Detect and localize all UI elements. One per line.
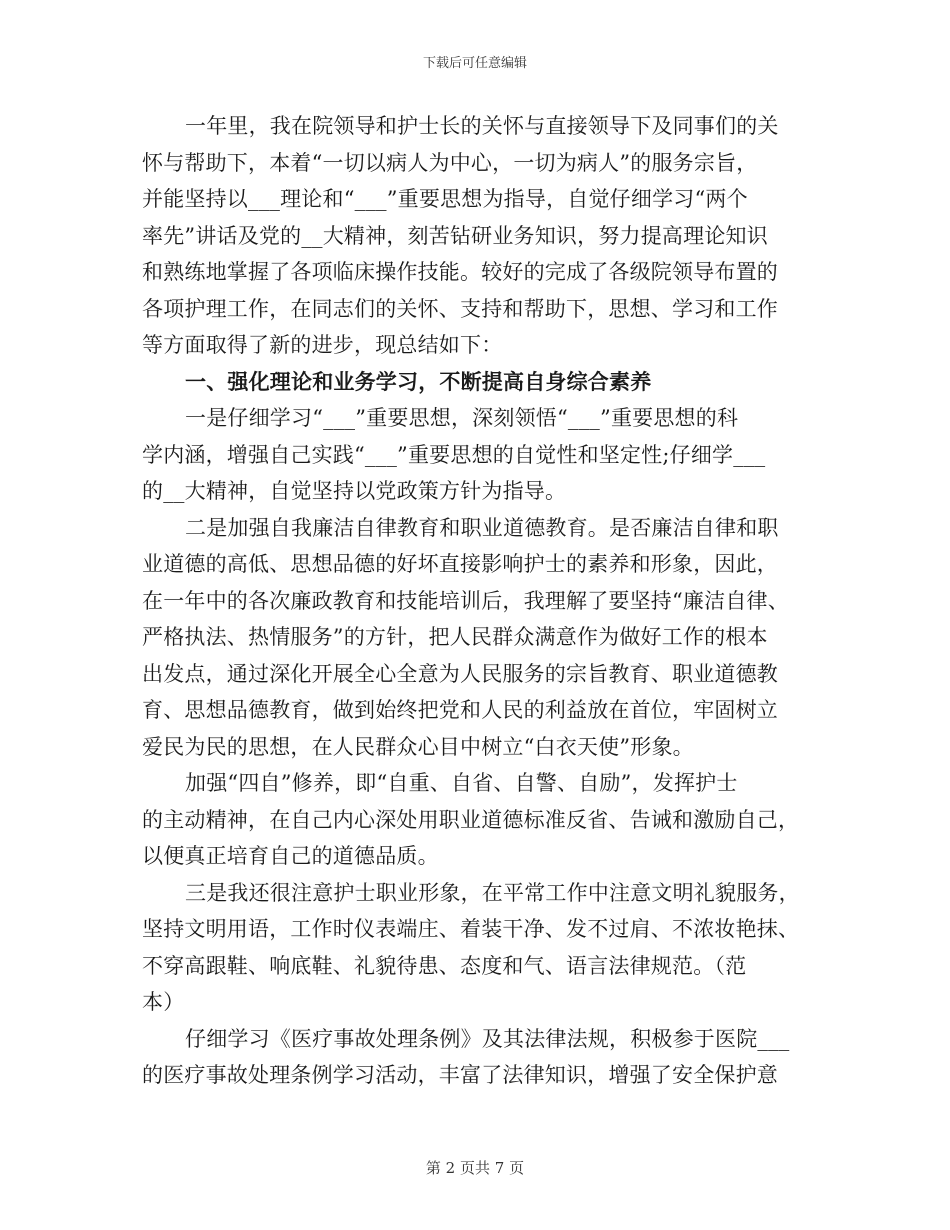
paragraph-line: 爱民为民的思想，在人民群众心目中树立“白衣天使”形象。 — [142, 734, 694, 759]
paragraph-line: 出发点，通过深化开展全心全意为人民服务的宗旨教育、职业道德教 — [142, 661, 778, 686]
paragraph-line: 率先”讲话及党的__大精神，刻苦钻研业务知识，努力提高理论知识 — [142, 223, 768, 248]
paragraph-line: 并能坚持以___理论和“___”重要思想为指导，自觉仔细学习“两个 — [142, 187, 748, 211]
document-body — [142, 108, 808, 1094]
paragraph-line: 和熟练地掌握了各项临床操作技能。较好的完成了各级院领导布置的 — [142, 260, 778, 284]
paragraph-line: 业道德的高低、思想品德的好坏直接影响护士的素养和形象，因此， — [142, 552, 778, 576]
paragraph-line: 仔细学习《医疗事故处理条例》及其法律法规，积极参于医院___ — [185, 1026, 790, 1051]
paragraph-line: 二是加强自我廉洁自律教育和职业道德教育。是否廉洁自律和职 — [185, 515, 779, 540]
paragraph-line: 等方面取得了新的进步，现总结如下： — [142, 333, 503, 357]
paragraph-line: 育、思想品德教育，做到始终把党和人民的利益放在首位，牢固树立 — [142, 698, 778, 722]
paragraph-line: 一年里，我在院领导和护士长的关怀与直接领导下及同事们的关 — [185, 114, 779, 138]
paragraph-line: 在一年中的各次廉政教育和技能培训后，我理解了要坚持“廉洁自律、 — [142, 588, 789, 613]
paragraph-line: 一是仔细学习“___”重要思想，深刻领悟“___”重要思想的科 — [185, 406, 739, 430]
section-heading: 一、强化理论和业务学习，不断提高自身综合素养 — [185, 369, 652, 394]
paragraph-line: 各项护理工作，在同志们的关怀、支持和帮助下，思想、学习和工作 — [142, 296, 778, 321]
paragraph-line: 坚持文明用语，工作时仪表端庄、着装干净、发不过肩、不浓妆艳抹、 — [142, 917, 800, 941]
paragraph-line: 的__大精神，自觉坚持以党政策方针为指导。 — [142, 479, 567, 503]
paragraph-line: 加强“四自”修养，即“自重、自省、自警、自励”，发挥护士 — [185, 771, 738, 795]
paragraph-line: 以便真正培育自己的道德品质。 — [142, 844, 439, 868]
paragraph-line: 的医疗事故处理条例学习活动，丰富了法律知识，增强了安全保护意 — [142, 1063, 778, 1087]
paragraph-line: 严格执法、热情服务”的方针，把人民群众满意作为做好工作的根本 — [142, 625, 768, 649]
page-header: 下载后可任意编辑 — [422, 56, 527, 71]
paragraph-line: 本） — [142, 990, 185, 1014]
paragraph-line: 的主动精神，在自己内心深处用职业道德标准反省、告诫和激励自己， — [142, 807, 800, 832]
paragraph-line: 不穿高跟鞋、响底鞋、礼貌待患、态度和气、语言法律规范。（范 — [142, 953, 747, 978]
paragraph-line: 怀与帮助下，本着“一切以病人为中心，一切为病人”的服务宗旨， — [142, 150, 758, 175]
page-number: 第 2 页共 7 页 — [425, 1159, 525, 1177]
paragraph-line: 三是我还很注意护士职业形象，在平常工作中注意文明礼貌服务， — [185, 880, 800, 905]
paragraph-line: 学内涵，增强自己实践“___”重要思想的自觉性和坚定性;仔细学___ — [142, 442, 766, 467]
